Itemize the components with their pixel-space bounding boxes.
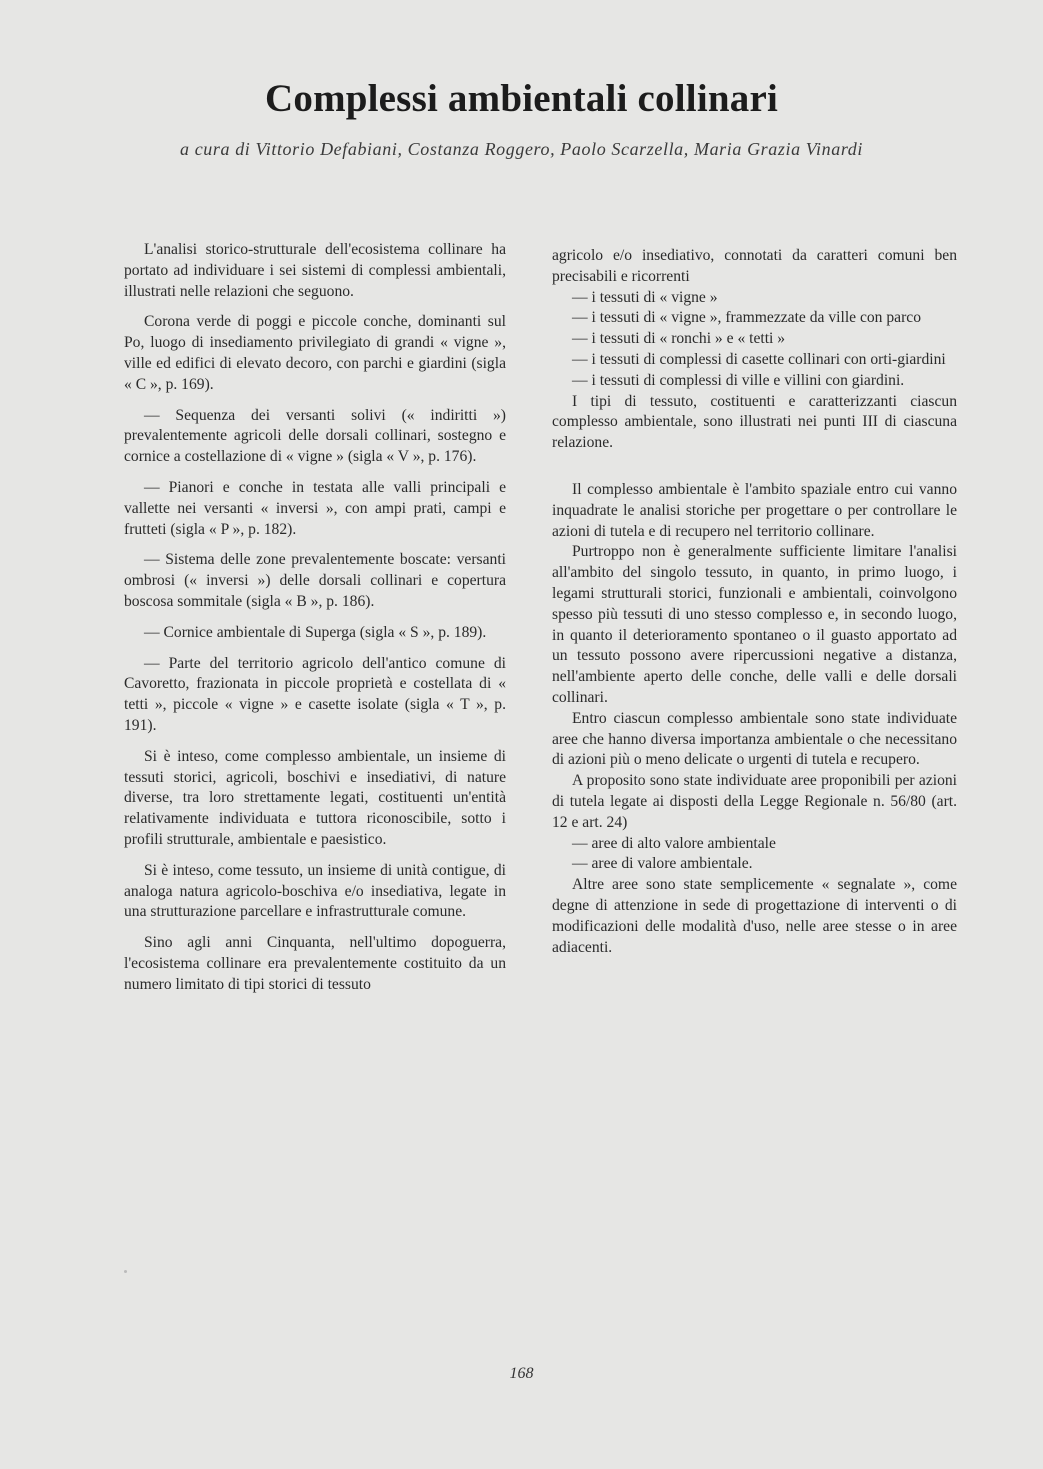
list-item: — aree di alto valore ambientale [572,834,776,852]
left-column [124,240,506,1006]
paragraph: Si è inteso, come complesso ambientale, un insieme di tessuti storici, agricoli, boschivi e insediativi, di nature diverse, tra loro strettamente legati, costituenti un'entità relativamente individuata e tuttora riconoscibile, sotto i profili strutturale, ambientale e paesistico. [124,747,506,848]
paragraph: A proposito sono state individuate aree proponibili per azioni di tutela legate ai disposti della Legge Regionale n. 56/80 (art. 12 e art. 24) [552,772,957,831]
paragraph: Altre aree sono state semplicemente « segnalate », come degne di attenzione in sede di progettazione di interventi o di modificazioni delle modalità d'uso, nelle aree stesse o in aree adiacenti. [552,876,957,956]
paragraph: — Cornice ambientale di Superga (sigla « S », p. 189). [144,623,487,641]
list-item: — i tessuti di complessi di ville e villini con giardini. [572,371,905,389]
paragraph: L'analisi storico-strutturale dell'ecosistema collinare ha portato ad individuare i sei sistemi di complessi ambientali, illustrati nelle relazioni che seguono. [124,241,506,300]
paragraph: — Sistema delle zone prevalentemente boscate: versanti ombrosi (« inversi ») delle dorsali collinari e copertura boscosa sommitale (sigla « B », p. 186). [124,551,506,610]
list-item: — aree di valore ambientale. [572,855,753,873]
paragraph: Entro ciascun complesso ambientale sono state individuate aree che hanno diversa importanza ambientale o che necessitano di azioni più o meno delicate o urgenti di tutela e recupero. [552,709,957,769]
paragraph: — Pianori e conche in testata alle valli principali e vallette nei versanti « inversi », con ampi prati, campi e frutteti (sigla « P », p. 182). [124,478,506,538]
paragraph: Il complesso ambientale è l'ambito spaziale entro cui vanno inquadrate le analisi storiche per progettare o per controllare le azioni di tutela e di recupero nel territorio collinare. [552,480,957,540]
list-item: — i tessuti di « vigne » [572,288,718,306]
right-column [552,246,957,958]
page-number: 168 [509,1365,534,1382]
paragraph: Sino agli anni Cinquanta, nell'ultimo dopoguerra, l'ecosistema collinare era prevalentemente costituito da un numero limitato di tipi storici di tessuto [124,934,506,993]
authors-line: a cura di Vittorio Defabiani, Costanza Roggero, Paolo Scarzella, Maria Grazia Vinardi [180,139,863,159]
list-item: — i tessuti di complessi di casette collinari con orti-giardini [572,350,946,368]
list-item: — i tessuti di « vigne », frammezzate da ville con parco [572,309,922,327]
paragraph: Si è inteso, come tessuto, un insieme di unità contigue, di analoga natura agricolo-boschiva e/o insediativa, legate in una strutturazione parcellare e infrastrutturale comune. [124,861,506,921]
paragraph: I tipi di tessuto, costituenti e caratterizzanti ciascun complesso ambientale, sono illustrati nei punti III di ciascuna relazione. [552,392,957,452]
paragraph: — Sequenza dei versanti solivi (« indiritti ») prevalentemente agricoli delle dorsali collinari, sostegno e cornice a costellazione di « vigne » (sigla « V », p. 176). [124,406,506,466]
paragraph: Corona verde di poggi e piccole conche, dominanti sul Po, luogo di insediamento privilegiato di grandi « vigne », ville ed edifici di elevato decoro, con parchi e giardini (sigla « C », p. 169). [124,313,506,393]
paragraph: agricolo e/o insediativo, connotati da caratteri comuni ben precisabili e ricorrenti [552,247,957,285]
paper-speck [124,1270,127,1273]
paragraph: — Parte del territorio agricolo dell'antico comune di Cavoretto, frazionata in piccole proprietà e costellata di « tetti », piccole « vigne » e casette isolate (sigla « T », p. 191). [124,654,506,734]
list-item: — i tessuti di « ronchi » e « tetti » [572,330,786,348]
page-title: Complessi ambientali collinari [265,77,778,120]
paragraph: Purtroppo non è generalmente sufficiente limitare l'analisi all'ambito del singolo tessuto, in quanto, in primo luogo, i legami strutturali storici, funzionali e ambientali, coinvolgono spesso più tessuti di uno stesso complesso e, in secondo luogo, in quanto il deterioramento spontaneo o il guasto apportato ad un tessuto possono avere ripercussioni negative a distanza, nell'ambiente aperto delle conche, delle valli e delle dorsali collinari. [552,543,957,706]
